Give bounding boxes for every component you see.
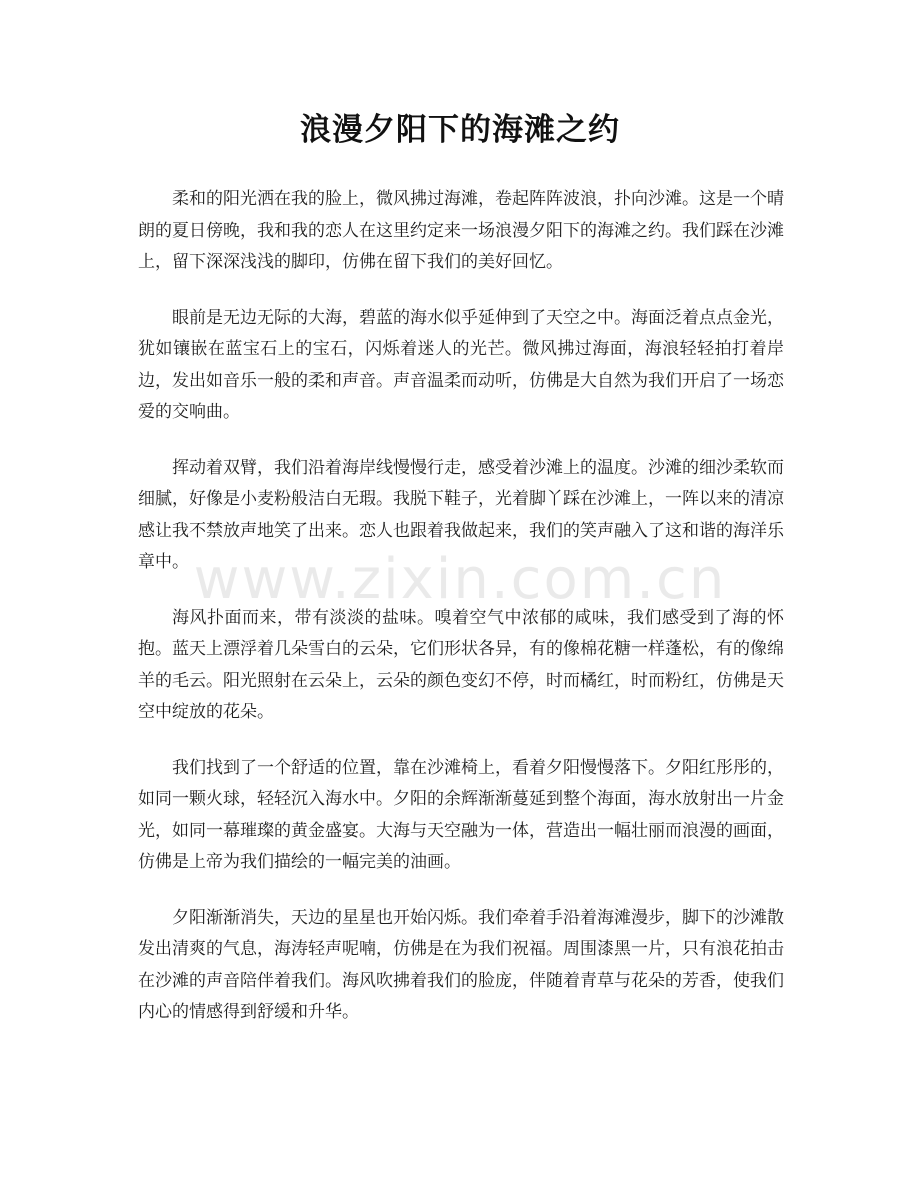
paragraph-2: 眼前是无边无际的大海，碧蓝的海水似乎延伸到了天空之中。海面泛着点点金光，犹如镶嵌在蓝宝石上的宝石，闪烁着迷人的光芒。微风拂过海面，海浪轻轻拍打着岸边，发出如音乐一般的柔和声音。声音温柔而动听，仿佛是大自然为我们开启了一场恋爱的交响曲。 [138,307,784,422]
document-body [138,184,784,1053]
document-title: 浪漫夕阳下的海滩之约 [300,112,620,148]
watermark-text: www.zixin.com.cn [193,547,727,612]
paragraph-1: 柔和的阳光洒在我的脸上，微风拂过海滩，卷起阵阵波浪，扑向沙滩。这是一个晴朗的夏日傍晚，我和我的恋人在这里约定来一场浪漫夕阳下的海滩之约。我们踩在沙滩上，留下深深浅浅的脚印，仿佛在留下我们的美好回忆。 [138,189,784,272]
paragraph-5: 我们找到了一个舒适的位置，靠在沙滩椅上，看着夕阳慢慢落下。夕阳红彤彤的，如同一颗火球，轻轻沉入海水中。夕阳的余辉渐渐蔓延到整个海面，海水放射出一片金光，如同一幕璀璨的黄金盛宴。大海与天空融为一体，营造出一幅壮丽而浪漫的画面，仿佛是上帝为我们描绘的一幅完美的油画。 [138,757,784,872]
paragraph-4: 海风扑面而来，带有淡淡的盐味。嗅着空气中浓郁的咸味，我们感受到了海的怀抱。蓝天上漂浮着几朵雪白的云朵，它们形状各异，有的像棉花糖一样蓬松，有的像绵羊的毛云。阳光照射在云朵上，云朵的颜色变幻不停，时而橘红，时而粉红，仿佛是天空中绽放的花朵。 [138,607,784,722]
paragraph-6: 夕阳渐渐消失，天边的星星也开始闪烁。我们牵着手沿着海滩漫步，脚下的沙滩散发出清爽的气息，海涛轻声呢喃，仿佛是在为我们祝福。周围漆黑一片，只有浪花拍击在沙滩的声音陪伴着我们。海风吹拂着我们的脸庞，伴随着青草与花朵的芳香，使我们内心的情感得到舒缓和升华。 [138,907,784,1022]
paragraph-3: 挥动着双臂，我们沿着海岸线慢慢行走，感受着沙滩上的温度。沙滩的细沙柔软而细腻，好像是小麦粉般洁白无瑕。我脱下鞋子，光着脚丫踩在沙滩上，一阵以来的清凉感让我不禁放声地笑了出来。恋人也跟着我做起来，我们的笑声融入了这和谐的海洋乐章中。 [138,457,784,572]
